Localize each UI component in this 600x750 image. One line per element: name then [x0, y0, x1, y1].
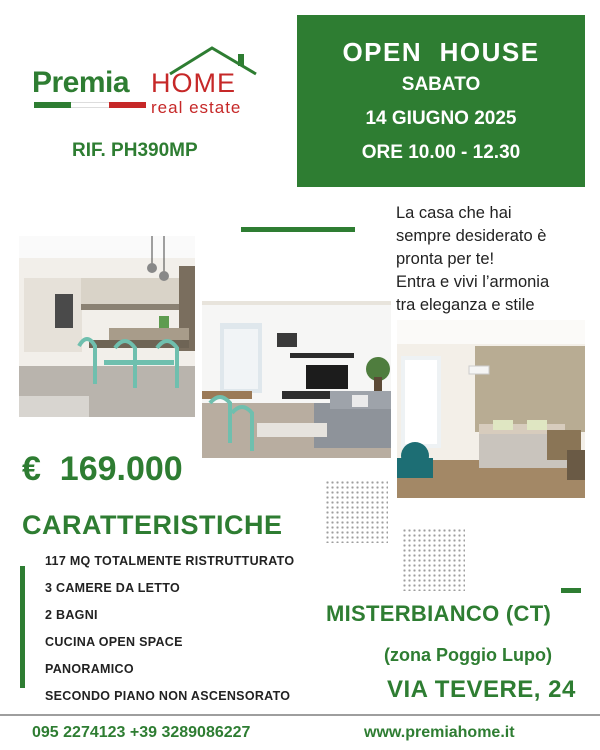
logo-tagline: real estate	[151, 98, 242, 117]
tagline-line: La casa che hai	[396, 204, 512, 222]
location-zone: (zona Poggio Lupo)	[384, 645, 552, 665]
footer-divider	[0, 714, 600, 716]
tagline-line: pronta per te!	[396, 250, 495, 268]
open-house-title: OPEN HOUSE	[342, 37, 540, 67]
logo-brand-text: Premia	[32, 66, 130, 99]
divider-bar	[241, 227, 355, 232]
open-house-box	[297, 15, 585, 187]
reference-code: RIF. PH390MP	[72, 140, 198, 161]
feature-item: SECONDO PIANO NON ASCENSORATO	[45, 689, 291, 703]
tagline	[396, 202, 591, 317]
decorative-dot-pattern	[402, 528, 465, 591]
divider-bar	[561, 588, 581, 593]
divider-bar	[20, 566, 25, 688]
website-link[interactable]: www.premiahome.it	[364, 724, 515, 741]
decorative-dot-pattern	[325, 480, 388, 543]
tagline-line: Entra e vivi l’armonia	[396, 273, 550, 291]
feature-item: 2 BAGNI	[45, 608, 98, 622]
location-city: MISTERBIANCO (CT)	[326, 601, 552, 626]
bedroom-photo	[397, 320, 585, 498]
open-house-time: ORE 10.00 - 12.30	[361, 142, 521, 163]
living-room-photo	[202, 273, 391, 458]
feature-item: CUCINA OPEN SPACE	[45, 635, 183, 649]
brand-logo	[30, 44, 270, 117]
feature-item: 117 MQ TOTALMENTE RISTRUTTURATO	[45, 554, 295, 568]
open-house-day: SABATO	[401, 74, 481, 95]
logo-home-text: HOME	[151, 68, 236, 98]
features-list	[45, 554, 294, 716]
phone-numbers[interactable]: 095 2274123 +39 3289086227	[32, 724, 251, 741]
kitchen-photo	[19, 236, 195, 417]
feature-item: PANORAMICO	[45, 662, 134, 676]
location-street: VIA TEVERE, 24	[387, 676, 576, 703]
tagline-line: tra eleganza e stile	[396, 296, 535, 314]
italian-flag-stripe	[34, 102, 146, 108]
features-title: CARATTERISTICHE	[22, 510, 283, 540]
feature-item: 3 CAMERE DA LETTO	[45, 581, 180, 595]
tagline-line: sempre desiderato è	[396, 227, 547, 245]
open-house-date: 14 GIUGNO 2025	[365, 108, 517, 129]
price: € 169.000	[22, 450, 183, 488]
